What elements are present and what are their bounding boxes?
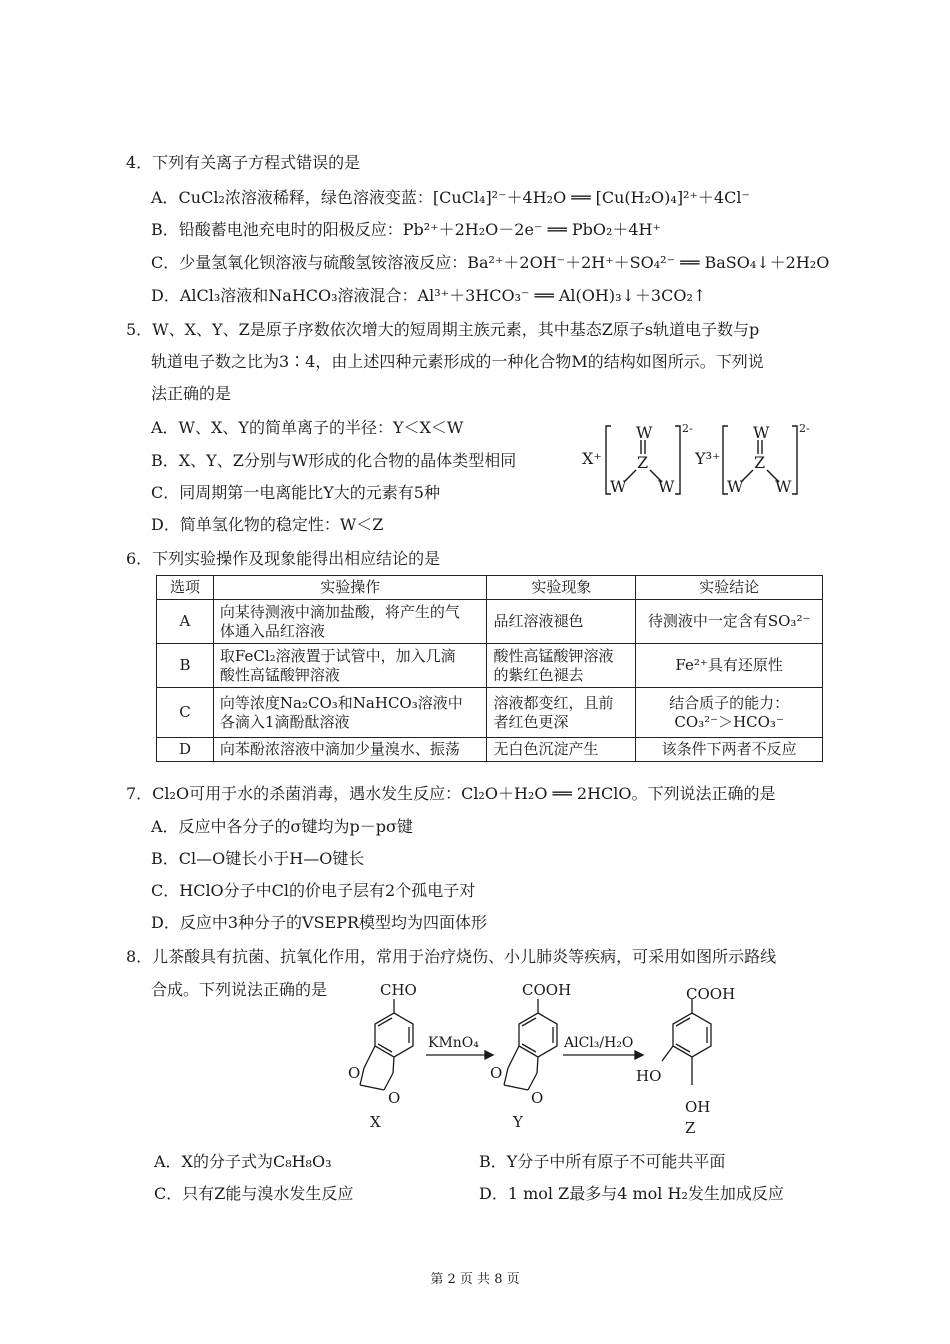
q8-stem-line1: 8．儿茶酸具有抗菌、抗氧化作用，常用于治疗烧伤、小儿肺炎等疾病，可采用如图所示路线: [126, 947, 777, 966]
row-phenomenon: 溶液都变红，且前 者红色更深: [487, 688, 636, 738]
row-conclusion: Fe²⁺具有还原性: [636, 644, 823, 688]
header-conclusion: 实验结论: [636, 576, 823, 600]
q4-option-b: B．铅酸蓄电池充电时的阳极反应：Pb²⁺＋2H₂O－2e⁻ ══ PbO₂＋4H⁺: [151, 220, 661, 239]
label-z: Z: [685, 1119, 696, 1137]
atom-w-top-1: W: [636, 423, 653, 442]
row-option: A: [157, 600, 214, 644]
q4-option-a: A．CuCl₂浓溶液稀释，绿色溶液变蓝：[CuCl₄]²⁻＋4H₂O ══ [Cu(H₂O)₄]²⁺＋4Cl⁻: [151, 188, 750, 207]
y-oxygen-bottom: O: [531, 1089, 544, 1107]
z-cooh-group: COOH: [686, 985, 736, 1003]
synthesis-route-scheme: [330, 975, 750, 1140]
charge-1: 2-: [682, 422, 693, 435]
atom-z-1: Z: [637, 453, 649, 472]
label-x: X: [370, 1113, 381, 1131]
q5-stem-line2: 轨道电子数之比为3∶4，由上述四种元素形成的一种化合物M的结构如图所示。下列说: [151, 352, 764, 371]
q5-option-a: A．W、X、Y的简单离子的半径：Y＜X＜W: [151, 418, 464, 437]
q8-option-b: B．Y分子中所有原子不可能共平面: [479, 1152, 726, 1171]
table-row: [157, 738, 823, 762]
q7-option-d: D．反应中3种分子的VSEPR模型均为四面体形: [151, 913, 488, 932]
header-operation: 实验操作: [213, 576, 487, 600]
atom-w-right-2: W: [775, 477, 792, 496]
table-row: [157, 600, 823, 644]
compound-m-structure: [578, 418, 828, 500]
q7-option-b: B．Cl—O键长小于H—O键长: [151, 849, 365, 868]
label-y: Y: [513, 1113, 523, 1131]
row-phenomenon: 酸性高锰酸钾溶液 的紫红色褪去: [487, 644, 636, 688]
y-cooh-group: COOH: [522, 981, 572, 999]
atom-z-2: Z: [754, 453, 766, 472]
atom-w-right-1: W: [658, 477, 675, 496]
row-phenomenon: 无白色沉淀产生: [487, 738, 636, 762]
x-oxygen-left: O: [348, 1064, 361, 1082]
reagent-alcl3-h2o: AlCl₃/H₂O: [564, 1035, 634, 1051]
row-conclusion: 待测液中一定含有SO₃²⁻: [636, 600, 823, 644]
page-footer: 第 2 页 共 8 页: [430, 1272, 520, 1287]
cation-y: Y³⁺: [695, 449, 721, 468]
row-option: D: [157, 738, 214, 762]
z-oh-group: OH: [685, 1098, 711, 1116]
q4-option-d: D．AlCl₃溶液和NaHCO₃溶液混合：Al³⁺＋3HCO₃⁻ ══ Al(OH)₃↓＋3CO₂↑: [151, 286, 707, 305]
table-header-row: [157, 576, 823, 600]
q8-option-a: A．X的分子式为C₈H₈O₃: [154, 1152, 332, 1171]
q8-stem-line2: 合成。下列说法正确的是: [151, 980, 328, 999]
q5-option-c: C．同周期第一电离能比Y大的元素有5种: [151, 483, 440, 502]
experiment-table: [156, 575, 823, 762]
q4-stem: 4．下列有关离子方程式错误的是: [126, 153, 361, 172]
row-conclusion: 该条件下两者不反应: [636, 738, 823, 762]
q6-stem: 6．下列实验操作及现象能得出相应结论的是: [126, 549, 441, 568]
q5-option-b: B．X、Y、Z分别与W形成的化合物的晶体类型相同: [151, 451, 517, 470]
x-oxygen-bottom: O: [388, 1089, 401, 1107]
table-row: [157, 644, 823, 688]
row-option: C: [157, 688, 214, 738]
q5-stem-line1: 5．W、X、Y、Z是原子序数依次增大的短周期主族元素，其中基态Z原子s轨道电子数与p: [126, 320, 760, 339]
row-operation: 取FeCl₂溶液置于试管中，加入几滴 酸性高锰酸钾溶液: [213, 644, 487, 688]
z-ho-group: HO: [636, 1067, 662, 1085]
row-phenomenon: 品红溶液褪色: [487, 600, 636, 644]
reagent-kmno4: KMnO₄: [428, 1035, 479, 1051]
atom-w-left-2: W: [727, 477, 744, 496]
atom-w-top-2: W: [753, 423, 770, 442]
table-row: [157, 688, 823, 738]
q7-stem: 7．Cl₂O可用于水的杀菌消毒，遇水发生反应：Cl₂O＋H₂O ══ 2HClO。下列说法正确的是: [126, 784, 776, 803]
cation-x: X⁺: [582, 449, 602, 468]
q8-option-c: C．只有Z能与溴水发生反应: [154, 1184, 354, 1203]
q7-option-a: A．反应中各分子的σ键均为p－pσ键: [151, 817, 413, 836]
header-phenomenon: 实验现象: [487, 576, 636, 600]
row-operation: 向苯酚浓溶液中滴加少量溴水、振荡: [213, 738, 487, 762]
q5-option-d: D．简单氢化物的稳定性：W＜Z: [151, 515, 384, 534]
x-cho-group: CHO: [380, 981, 417, 999]
q4-option-c: C．少量氢氧化钡溶液与硫酸氢铵溶液反应：Ba²⁺＋2OH⁻＋2H⁺＋SO₄²⁻ ══ BaSO₄↓＋2H₂O: [151, 253, 830, 272]
atom-w-left-1: W: [610, 477, 627, 496]
q7-option-c: C．HClO分子中Cl的价电子层有2个孤电子对: [151, 881, 476, 900]
charge-2: 2-: [799, 422, 810, 435]
row-conclusion: 结合质子的能力： CO₃²⁻＞HCO₃⁻: [636, 688, 823, 738]
row-option: B: [157, 644, 214, 688]
header-option: 选项: [157, 576, 214, 600]
q5-stem-line3: 法正确的是: [151, 384, 232, 403]
row-operation: 向等浓度Na₂CO₃和NaHCO₃溶液中 各滴入1滴酚酞溶液: [213, 688, 487, 738]
row-operation: 向某待测液中滴加盐酸，将产生的气 体通入品红溶液: [213, 600, 487, 644]
y-oxygen-left: O: [490, 1064, 503, 1082]
q8-option-d: D．1 mol Z最多与4 mol H₂发生加成反应: [479, 1184, 784, 1203]
